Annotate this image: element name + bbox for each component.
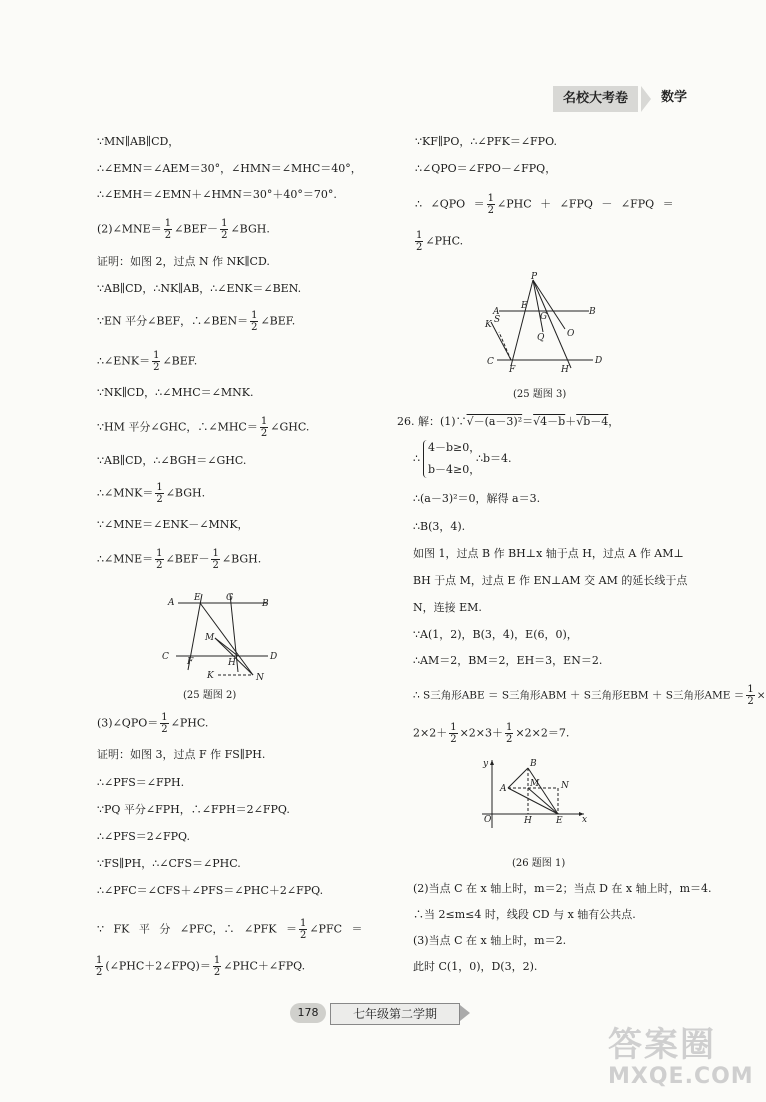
fraction-half — [152, 350, 160, 373]
fraction-den: 2 — [450, 734, 457, 745]
text: (∠PHC＋2∠FPQ)＝ — [105, 959, 211, 973]
fraction-num: 1 — [299, 918, 307, 929]
caption-fig-26-1: (26 题图 1) — [512, 858, 566, 869]
fraction-num: 1 — [156, 548, 163, 559]
fraction-half — [415, 230, 423, 253]
left-line-2: ∴∠EMN＝∠AEM＝30°，∠HMN＝∠MHC＝40°， — [97, 162, 362, 175]
fig3-label-B: B — [589, 307, 596, 317]
fraction-den: 2 — [299, 930, 307, 941]
fig2-label-E: E — [194, 593, 201, 603]
right-line-6c: ∴b＝4. — [476, 452, 512, 465]
fig2-label-D: D — [270, 652, 278, 662]
fig2-label-N: N — [256, 673, 264, 683]
text: ∠PHC＋∠FPQ. — [223, 959, 306, 973]
fig3-label-E: E — [521, 301, 528, 311]
fraction-half — [164, 218, 172, 241]
right-line-15 — [413, 722, 569, 745]
right-line-11: N，连接 EM. — [413, 601, 482, 614]
text: ， — [608, 415, 620, 428]
fig26-label-H: H — [524, 816, 532, 826]
right-line-5 — [397, 415, 619, 429]
radical: √b－4 — [576, 415, 609, 428]
fraction-den: 2 — [506, 734, 513, 745]
fraction-num: 1 — [487, 193, 495, 204]
fraction-num: 1 — [450, 722, 457, 733]
fraction-half — [260, 416, 268, 439]
text: ∠PFC ＝ — [309, 922, 363, 936]
fraction-half — [211, 548, 219, 571]
fig26-label-B: B — [530, 759, 537, 769]
text: 2×2＋ — [413, 726, 448, 740]
fraction-half — [213, 955, 221, 978]
fraction-num: 1 — [213, 955, 221, 966]
figure-25-2 — [160, 590, 285, 685]
text: ∵HM 平分∠GHC，∴∠MHC＝ — [97, 420, 258, 434]
right-line-10: BH 于点 M，过点 E 作 EN⊥AM 交 AM 的延长线于点 — [413, 574, 688, 587]
text: ＝ — [522, 415, 534, 428]
fraction-num: 1 — [251, 310, 258, 321]
fig2-label-M: M — [205, 633, 215, 643]
fig3-label-H: H — [561, 365, 569, 375]
right-line-6-pre: ∴ — [413, 452, 420, 465]
fig3-label-D: D — [595, 356, 603, 366]
fraction-half — [299, 918, 307, 941]
fraction-half — [155, 548, 163, 571]
fig26-label-O: O — [484, 815, 492, 825]
text: ∠PHC ＋ ∠FPQ － ∠FPQ ＝ — [497, 197, 674, 211]
fig2-label-A: A — [168, 598, 175, 608]
fraction-num: 1 — [96, 955, 103, 966]
right-line-18: (3)当点 C 在 x 轴上时，m＝2. — [413, 934, 567, 947]
text: ∵ FK 平 分 ∠PFC，∴ ∠PFK ＝ — [97, 922, 297, 936]
right-line-6b: b－4≥0， — [428, 463, 481, 476]
left-line-22 — [97, 918, 363, 941]
series-title: 名校大考卷 — [553, 86, 638, 112]
fig3-label-A: A — [493, 307, 500, 317]
fig2-label-G: G — [226, 593, 234, 603]
left-line-15 — [97, 712, 208, 735]
fraction-half — [95, 955, 103, 978]
fig26-label-A: A — [500, 784, 507, 794]
right-line-4 — [413, 230, 463, 253]
right-line-12: ∵A(1，2)，B(3，4)，E(6，0)， — [413, 628, 578, 641]
caption-fig-25-3: (25 题图 3) — [513, 389, 567, 400]
figure-26-1 — [478, 758, 588, 833]
left-line-8 — [97, 350, 197, 373]
radical: √4－b — [533, 415, 566, 428]
fig26-label-M: M — [530, 779, 540, 789]
right-line-14 — [413, 684, 766, 707]
fig2-label-C: C — [162, 652, 169, 662]
text: ∵EN 平分∠BEF，∴∠BEN＝ — [97, 314, 249, 328]
fig2-label-H: H — [228, 658, 236, 668]
fig3-label-G: G — [540, 312, 548, 322]
text: ∴∠MNK＝ — [97, 486, 154, 500]
left-line-10 — [97, 416, 309, 439]
fraction-den: 2 — [487, 205, 495, 216]
fig3-label-F: F — [509, 365, 516, 375]
text: ∠BGH. — [221, 552, 262, 566]
right-line-13: ∴AM＝2，BM＝2，EH＝3，EN＝2. — [413, 654, 603, 667]
left-line-1: ∵MN∥AB∥CD， — [97, 135, 180, 148]
subject-title: 数学 — [661, 90, 688, 105]
footer-arrow-icon — [460, 1005, 470, 1021]
fraction-half — [155, 482, 163, 505]
fig3-label-O: O — [567, 329, 575, 339]
fraction-den: 2 — [212, 560, 219, 571]
text: ∠BGH. — [230, 222, 270, 236]
radical: √－(a－3)² — [466, 415, 523, 428]
text: ∴ ∠QPO ＝ — [415, 197, 485, 211]
fraction-num: 1 — [260, 416, 268, 427]
text: ∠BEF－ — [174, 222, 219, 236]
right-line-7: ∴(a－3)²＝0，解得 a＝3. — [413, 492, 541, 505]
text: ＋ — [565, 415, 577, 428]
caption-fig-25-2: (25 题图 2) — [183, 690, 237, 701]
fraction-half — [746, 684, 754, 707]
left-line-4 — [97, 218, 270, 241]
fraction-den: 2 — [260, 428, 268, 439]
fig3-label-P: P — [531, 272, 538, 282]
fraction-den: 2 — [164, 230, 172, 241]
fraction-den: 2 — [161, 724, 168, 735]
left-line-5: 证明：如图 2，过点 N 作 NK∥CD. — [97, 255, 270, 268]
text: ∠BEF. — [162, 354, 198, 368]
text: ∠GHC. — [270, 420, 310, 434]
text: ∠BEF－ — [165, 552, 210, 566]
fig2-label-K: K — [207, 671, 214, 681]
text: ×2×2＝7. — [515, 726, 570, 740]
right-line-3 — [415, 193, 674, 216]
fraction-half — [505, 722, 513, 745]
figure-25-3 — [483, 274, 608, 374]
fraction-num: 1 — [416, 230, 423, 241]
text: ∴∠ENK＝ — [97, 354, 151, 368]
left-line-23 — [93, 955, 305, 978]
page-footer — [290, 1001, 476, 1025]
text: ∠PHC. — [170, 716, 209, 730]
fraction-half — [449, 722, 457, 745]
fraction-num: 1 — [164, 218, 172, 229]
fraction-den: 2 — [416, 242, 423, 253]
fig26-label-y: y — [483, 759, 489, 769]
fraction-num: 1 — [156, 482, 163, 493]
right-line-1: ∵KF∥PO，∴∠PFK＝∠FPO. — [415, 135, 557, 148]
page-header — [553, 86, 703, 112]
fig26-label-E: E — [556, 816, 563, 826]
text: 26. 解：(1)∵ — [397, 415, 467, 428]
watermark-main: 答案圈 — [608, 1025, 716, 1065]
text: ∠PHC. — [425, 234, 464, 248]
fig26-label-N: N — [561, 781, 569, 791]
left-line-14 — [97, 548, 261, 571]
text: (2)∠MNE＝ — [97, 222, 162, 236]
right-line-8: ∴B(3，4). — [413, 520, 466, 533]
left-line-17: ∴∠PFS＝∠FPH. — [97, 776, 185, 789]
text: × — [756, 689, 766, 702]
right-line-19: 此时 C(1，0)，D(3，2). — [413, 960, 538, 973]
text: ∠BGH. — [165, 486, 206, 500]
left-line-16: 证明：如图 3，过点 F 作 FS∥PH. — [97, 748, 266, 761]
left-line-3: ∴∠EMH＝∠EMN＋∠HMN＝30°＋40°＝70°. — [97, 188, 337, 201]
text: ∴ S三角形ABE ＝ S三角形ABM ＋ S三角形EBM ＋ S三角形AME ＝ — [413, 689, 745, 702]
text: ∴∠MNE＝ — [97, 552, 154, 566]
fraction-den: 2 — [96, 967, 103, 978]
left-line-20: ∵FS∥PH，∴∠CFS＝∠PHC. — [97, 857, 241, 870]
right-line-16: (2)当点 C 在 x 轴上时，m＝2；当点 D 在 x 轴上时，m＝4. — [413, 882, 712, 895]
left-line-21: ∴∠PFC＝∠CFS＋∠PFS＝∠PHC＋2∠FPQ. — [97, 884, 324, 897]
grade-label: 七年级第二学期 — [330, 1003, 460, 1025]
fig2-label-F: F — [187, 657, 194, 667]
fraction-den: 2 — [156, 494, 163, 505]
fraction-num: 1 — [212, 548, 219, 559]
left-line-6: ∵AB∥CD，∴NK∥AB，∴∠ENK＝∠BEN. — [97, 282, 302, 295]
fraction-num: 1 — [221, 218, 228, 229]
watermark-sub: MXQE.COM — [608, 1064, 754, 1089]
fraction-den: 2 — [221, 230, 228, 241]
watermark-logo — [608, 1025, 754, 1099]
fraction-half — [220, 218, 228, 241]
right-line-2: ∴∠QPO＝∠FPO－∠FPQ， — [415, 162, 557, 175]
fraction-den: 2 — [251, 322, 258, 333]
fig26-label-x: x — [582, 815, 588, 825]
right-line-9: 如图 1，过点 B 作 BH⊥x 轴于点 H，过点 A 作 AM⊥ — [413, 547, 684, 560]
left-line-9: ∵NK∥CD，∴∠MHC＝∠MNK. — [97, 386, 254, 399]
left-line-12 — [97, 482, 205, 505]
fraction-half — [487, 193, 495, 216]
left-line-13: ∵∠MNE＝∠ENK－∠MNK， — [97, 518, 249, 531]
fraction-num: 1 — [153, 350, 160, 361]
fraction-num: 1 — [161, 712, 168, 723]
text: ×2×3＋ — [459, 726, 504, 740]
left-line-11: ∵AB∥CD，∴∠BGH＝∠GHC. — [97, 454, 247, 467]
fraction-den: 2 — [156, 560, 163, 571]
fig2-label-B: B — [262, 599, 269, 609]
fraction-den: 2 — [213, 967, 221, 978]
fig3-label-Q: Q — [537, 333, 545, 343]
right-line-6a: 4－b≥0， — [428, 441, 481, 454]
fraction-den: 2 — [747, 696, 754, 707]
text: ∠BEF. — [260, 314, 296, 328]
right-line-17: ∴当 2≤m≤4 时，线段 CD 与 x 轴有公共点. — [413, 908, 636, 921]
left-line-18: ∵PQ 平分∠FPH，∴∠FPH＝2∠FPQ. — [97, 803, 290, 816]
left-line-7 — [97, 310, 295, 333]
text: (3)∠QPO＝ — [97, 716, 159, 730]
fig3-label-S: S — [494, 315, 501, 325]
fraction-half — [250, 310, 258, 333]
fig3-label-K: K — [485, 320, 492, 330]
fraction-num: 1 — [747, 684, 754, 695]
fig3-label-C: C — [487, 357, 494, 367]
fraction-half — [160, 712, 168, 735]
left-line-19: ∴∠PFS＝2∠FPQ. — [97, 830, 191, 843]
fraction-den: 2 — [153, 362, 160, 373]
header-chevron-icon — [641, 86, 651, 112]
fraction-num: 1 — [506, 722, 513, 733]
page-number: 178 — [290, 1003, 326, 1023]
